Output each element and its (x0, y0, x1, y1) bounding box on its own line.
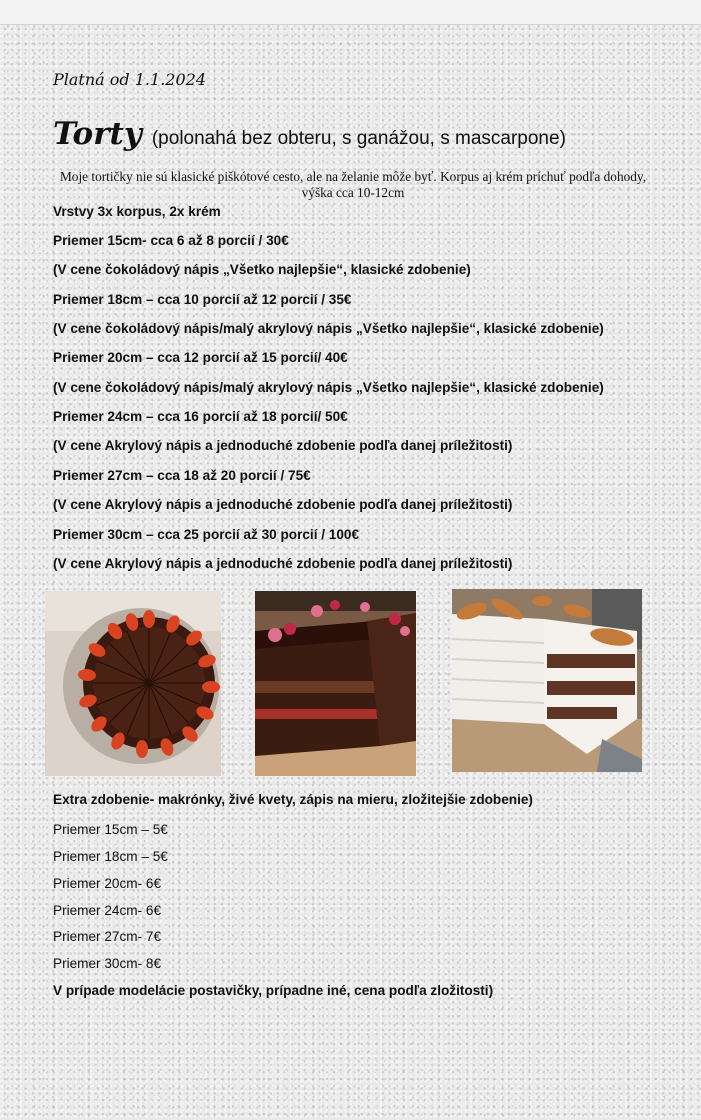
title-row (53, 116, 566, 152)
size-note-27: (V cene Akrylový nápis a jednoduché zdobenie podľa danej príležitosti) (53, 497, 513, 512)
size-price-18: Priemer 18cm – cca 10 porcií až 12 porcií / 35€ (53, 292, 352, 307)
layers-line: Vrstvy 3x korpus, 2x krém (53, 204, 221, 219)
size-price-27: Priemer 27cm – cca 18 až 20 porcií / 75€ (53, 468, 311, 483)
extra-price-24: Priemer 24cm- 6€ (53, 903, 162, 918)
size-note-20: (V cene čokoládový nápis/malý akrylový nápis „Všetko najlepšie“, klasické zdobenie) (53, 380, 604, 395)
size-price-15: Priemer 15cm- cca 6 až 8 porcií / 30€ (53, 233, 289, 248)
extra-note: V prípade modelácie postavičky, prípadne iné, cena podľa zložitosti) (53, 983, 494, 998)
extra-price-30: Priemer 30cm- 8€ (53, 956, 162, 971)
top-bar (0, 0, 701, 25)
page-subtitle: (polonahá bez obteru, s ganážou, s mascarpone) (151, 128, 566, 149)
extra-price-20: Priemer 20cm- 6€ (53, 876, 162, 891)
extra-title: Extra zdobenie- makrónky, živé kvety, zápis na mieru, zložitejšie zdobenie) (53, 792, 533, 807)
extra-price-18: Priemer 18cm – 5€ (53, 849, 168, 864)
cake-photo-chocolate-slice (255, 591, 416, 776)
cake-photo-strawberry (45, 591, 221, 776)
extra-price-27: Priemer 27cm- 7€ (53, 929, 162, 944)
size-price-30: Priemer 30cm – cca 25 porcií až 30 porcií / 100€ (53, 527, 360, 542)
size-price-20: Priemer 20cm – cca 12 porcií až 15 porcií/ 40€ (53, 350, 348, 365)
size-note-15: (V cene čokoládový nápis „Všetko najlepšie“, klasické zdobenie) (53, 262, 471, 277)
intro-text: Moje tortičky nie sú klasické piškótové cesto, ale na želanie môže byť. Korpus aj krém príchuť podľa dohody, výška cca 10-12cm (59, 169, 647, 200)
size-note-18: (V cene čokoládový nápis/malý akrylový nápis „Všetko najlepšie“, klasické zdobenie) (53, 321, 604, 336)
page-title: Torty (53, 116, 142, 152)
valid-from: Platná od 1.1.2024 (53, 70, 206, 89)
size-note-30: (V cene Akrylový nápis a jednoduché zdobenie podľa danej príležitosti) (53, 556, 513, 571)
size-price-24: Priemer 24cm – cca 16 porcií až 18 porcií/ 50€ (53, 409, 348, 424)
size-note-24: (V cene Akrylový nápis a jednoduché zdobenie podľa danej príležitosti) (53, 438, 513, 453)
extra-price-15: Priemer 15cm – 5€ (53, 822, 168, 837)
cake-photo-cream-caramel (452, 589, 642, 772)
